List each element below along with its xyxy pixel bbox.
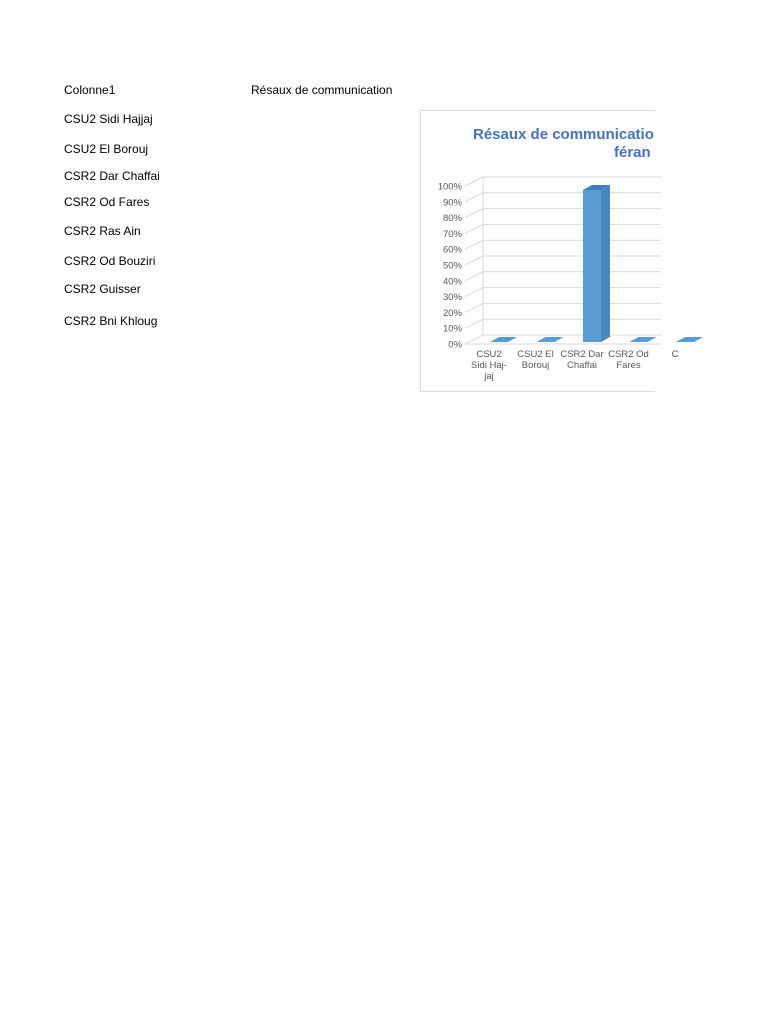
x-tick-label: Chaffai	[567, 360, 597, 371]
y-tick-label: 50%	[442, 260, 462, 272]
bar	[630, 337, 657, 342]
table-row-label[interactable]: CSR2 Od Fares	[64, 195, 150, 209]
gridline-diagonal	[465, 193, 483, 202]
table-row-label[interactable]: CSR2 Guisser	[64, 282, 141, 296]
column-header-2[interactable]: Résaux de communication	[251, 83, 393, 97]
y-tick-label: 90%	[442, 197, 462, 209]
y-tick-label: 20%	[442, 307, 462, 319]
gridline-diagonal	[465, 256, 483, 265]
table-row-label[interactable]: CSR2 Ras Ain	[64, 224, 141, 238]
x-tick-label: CSR2 Od	[608, 349, 649, 360]
gridline-diagonal	[465, 272, 483, 281]
chart[interactable]	[420, 110, 679, 392]
gridline-diagonal	[465, 177, 483, 186]
x-tick-label: CSU2 El	[517, 349, 554, 360]
bar	[676, 337, 703, 342]
gridline-diagonal	[465, 288, 483, 297]
bar	[537, 337, 564, 342]
table-row-label[interactable]: CSU2 Sidi Hajjaj	[64, 112, 153, 126]
x-tick-label: CSR2 Dar	[560, 349, 604, 360]
gridline-diagonal	[465, 209, 483, 218]
bar	[490, 337, 517, 342]
table-row-label[interactable]: CSR2 Bni Khloug	[64, 314, 158, 328]
y-tick-label: 100%	[437, 181, 462, 193]
y-tick-label: 10%	[442, 323, 462, 335]
x-tick-label: Borouj	[521, 360, 550, 371]
y-tick-label: 40%	[442, 276, 462, 288]
y-tick-label: 60%	[442, 244, 462, 256]
y-tick-label: 80%	[442, 213, 462, 225]
chart-title-line1: Résaux de communicatio	[473, 126, 654, 143]
table-row-label[interactable]: CSU2 El Borouj	[64, 142, 149, 156]
gridline-diagonal	[465, 240, 483, 249]
chart-title	[473, 126, 773, 162]
column-header-1[interactable]: Colonne1	[64, 83, 116, 97]
x-tick-label: Fares	[616, 360, 641, 371]
bar-side	[601, 185, 610, 342]
bar	[583, 190, 601, 342]
x-tick-label: Sidi Haj-	[471, 360, 507, 371]
gridline-diagonal	[465, 335, 483, 344]
gridline-diagonal	[465, 224, 483, 233]
gridline-diagonal	[465, 319, 483, 328]
x-tick-label: jaj	[484, 371, 494, 382]
gridline-diagonal	[465, 303, 483, 312]
x-tick-label: CSU2	[476, 349, 502, 360]
y-tick-label: 70%	[442, 228, 462, 240]
y-tick-label: 30%	[442, 292, 462, 304]
chart-title-line2: féran	[614, 144, 651, 161]
x-tick-label: C	[671, 349, 679, 360]
table-row-label[interactable]: CSR2 Dar Chaffai	[64, 169, 160, 183]
table-row-label[interactable]: CSR2 Od Bouziri	[64, 254, 156, 268]
y-tick-label: 0%	[448, 339, 462, 351]
